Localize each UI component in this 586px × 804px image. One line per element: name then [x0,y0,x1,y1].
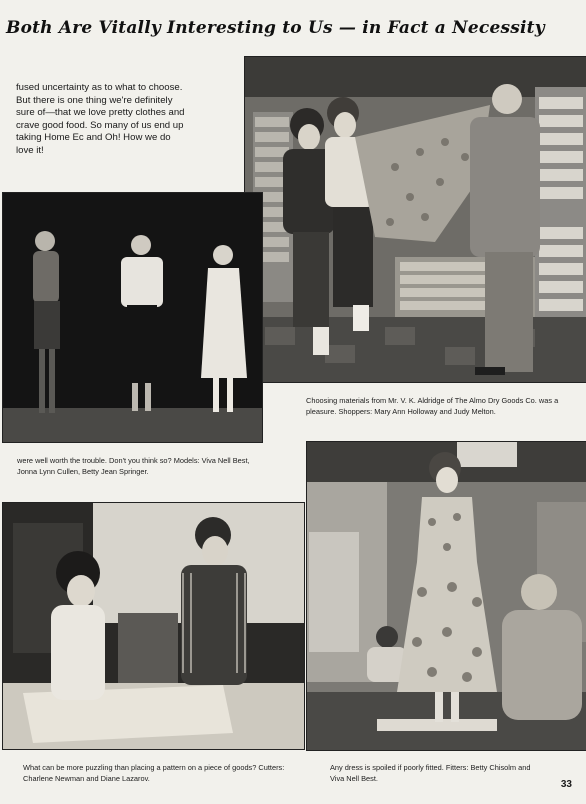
page-number: 33 [560,779,572,790]
caption-fitting: Any dress is spoiled if poorly fitted. Fitters: Betty Chisolm and Viva Nell Best. [330,763,531,783]
caption-pattern-cutting: What can be more puzzling than placing a pattern on a piece of goods? Cutters: Charlene Newman and Diane Lazarov. [23,763,285,783]
page-headline: Both Are Vitally Interesting to Us — in Fact a Necessity [6,18,545,38]
intro-paragraph: fused uncertainty as to what to choose. But there is one thing we're definitely sure of—that we love pretty clothes and crave good food. So many of us end up taking Home Ec and Oh! How we do love it! [16,82,185,156]
photo-models [2,192,263,443]
photo-fitting [306,441,586,751]
caption-models: were well worth the trouble. Don't you think so? Models: Viva Nell Best, Jonna Lynn Cullen, Betty Jean Springer. [17,456,250,476]
photo-fabric-store [244,56,586,383]
caption-fabric-store: Choosing materials from Mr. V. K. Aldridge of The Almo Dry Goods Co. was a pleasure. Shoppers: Mary Ann Holloway and Judy Melton. [306,396,559,416]
photo-pattern-cutting [2,502,305,750]
